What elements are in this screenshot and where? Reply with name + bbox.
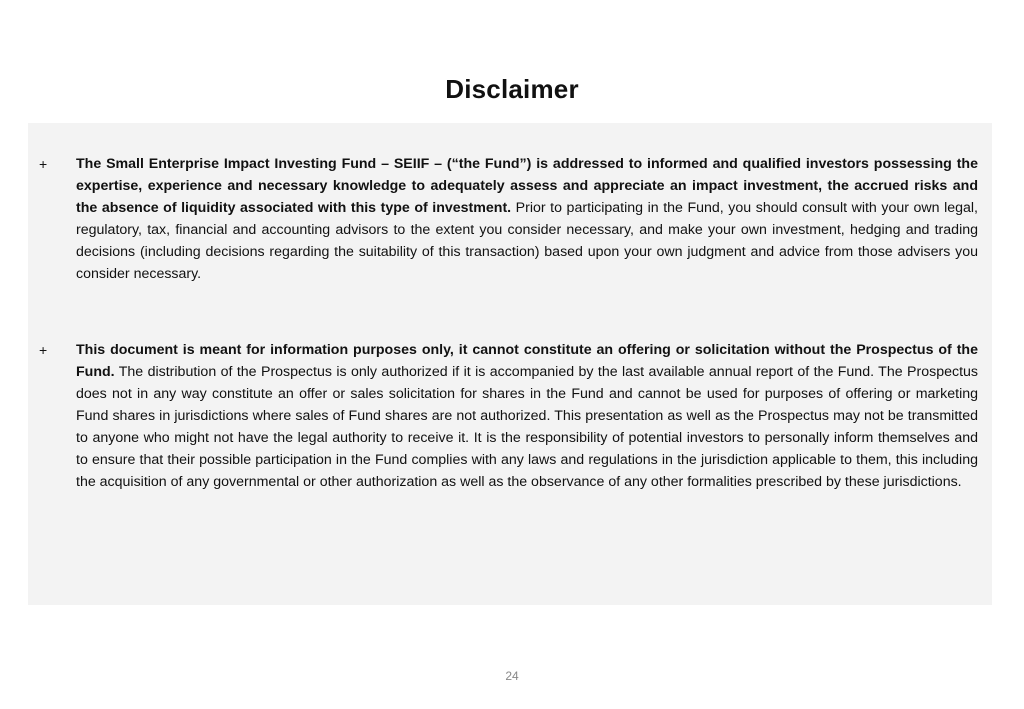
bullet-marker: + [39, 156, 48, 172]
disclaimer-paragraph [76, 339, 978, 493]
bullet-marker: + [39, 342, 48, 358]
disclaimer-paragraph [76, 153, 978, 285]
paragraph-body: Prior to participating in the Fund, you should consult with your own legal, regulatory, tax, financial and accounting advisors to the extent you consider necessary, and make your own investment, hedging and trading decisions (including decisions regarding the suitability of this transaction) based upon your own judgment and advice from those advisers you consider necessary. [76, 200, 979, 282]
paragraph-body: The distribution of the Prospectus is only authorized if it is accompanied by the last available annual report of the Fund. The Prospectus does not in any way constitute an offer or sales solicitation for shares in the Fund and cannot be used for purposes of offering or marketing Fund shares in jurisdictions where sales of Fund shares are not authorized. This presentation as well as the Prospectus may not be transmitted to anyone who might not have the legal authority to receive it. It is the responsibility of potential investors to personally inform themselves and to ensure that their possible participation in the Fund complies with any laws and regulations in the jurisdiction applicable to them, this including the acquisition of any governmental or other authorization as well as the observance of any other formalities prescribed by these jurisdictions. [76, 364, 978, 490]
page-title: Disclaimer [445, 74, 579, 104]
disclaimer-panel [28, 123, 992, 605]
paragraph-bold-lead: This document is meant for information purposes only, it cannot constitute an offering or solicitation without the Prospectus of the Fund. [76, 342, 978, 380]
page-number: 24 [505, 669, 519, 683]
paragraph-bold-lead: The Small Enterprise Impact Investing Fund – SEIIF – (“the Fund”) is addressed to informed and qualified investors possessing the expertise, experience and necessary knowledge to adequately assess and appreciate an impact investment, the accrued risks and the absence of liquidity associated with this type of investment. [76, 156, 978, 216]
